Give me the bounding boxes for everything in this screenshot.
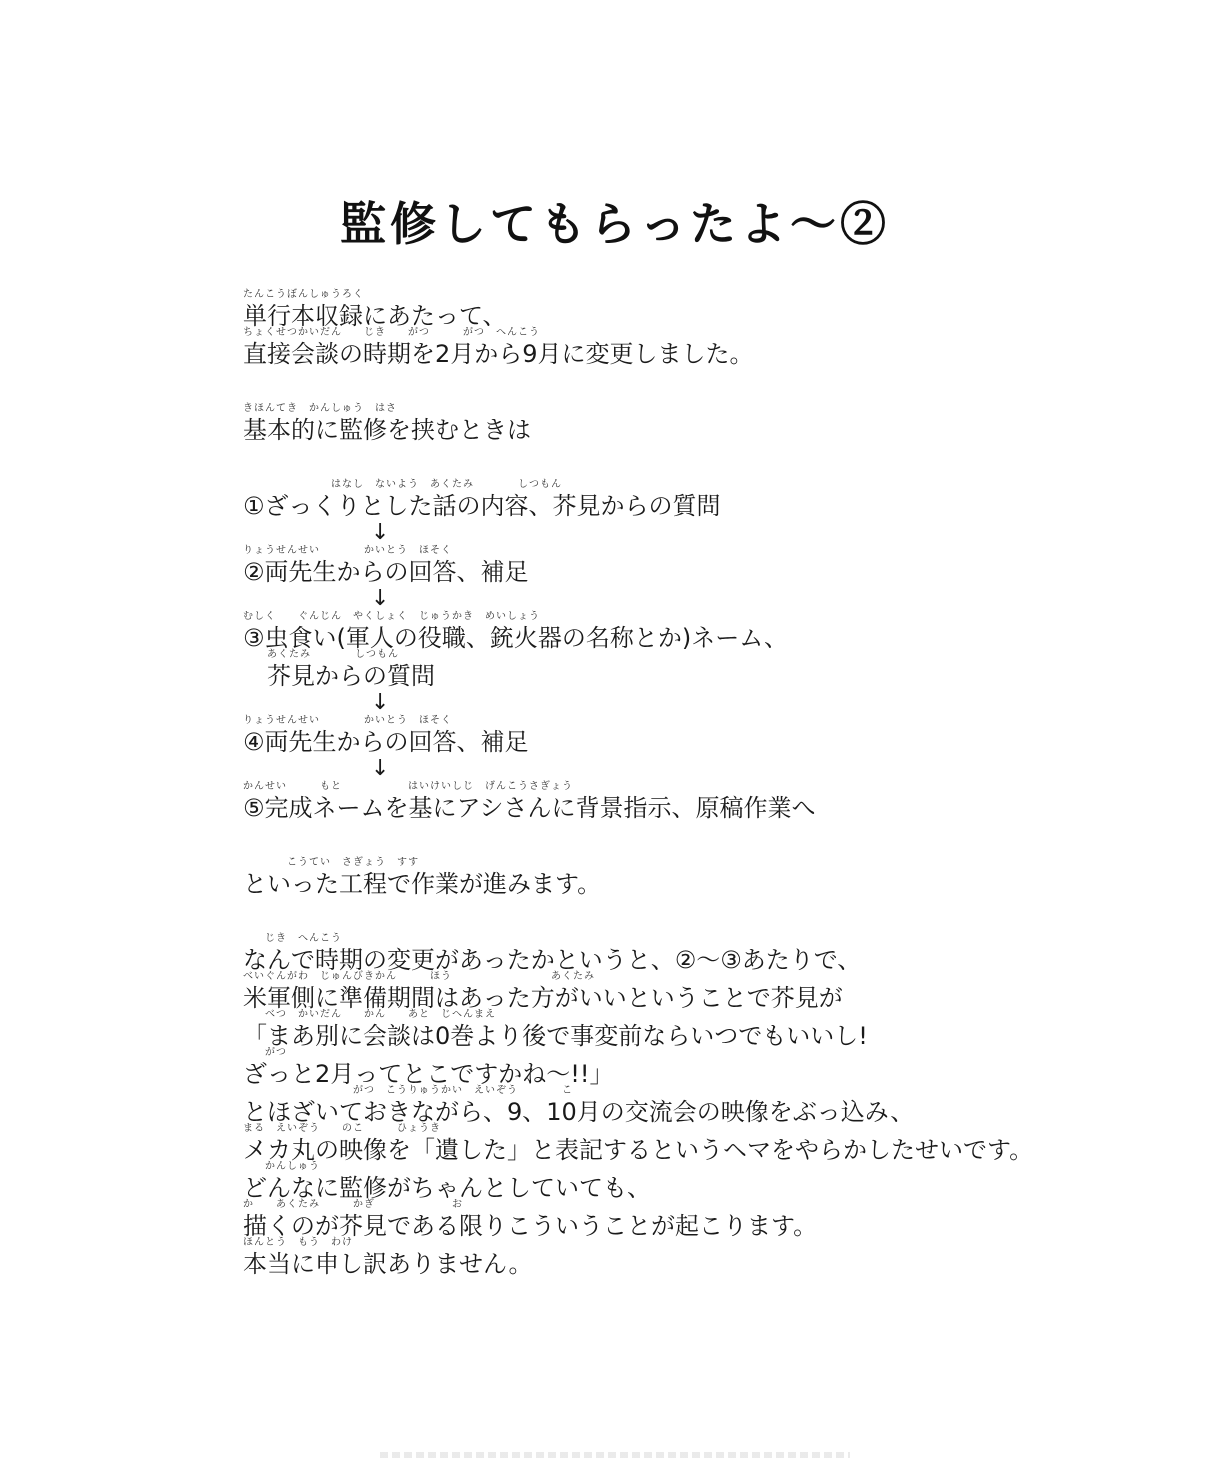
lead-line: きほんてき かんしゅう はさ 基本的に監修を挟むときは <box>243 403 531 444</box>
explanation-line-6: まる えいぞう のこ ひょうき メカ丸の映像を「遺した」と表記するというヘマをやらかしたせいです。 <box>243 1123 1034 1164</box>
furigana: こうてい さぎょう すす <box>243 857 420 868</box>
furigana: じき へんこう <box>243 933 342 944</box>
furigana: べつ かいだん かん あと じへんまえ <box>243 1009 496 1020</box>
page-footer-bleed <box>380 1452 850 1458</box>
intro-line-1: たんこうぼんしゅうろく 単行本収録にあたって、 <box>243 289 507 330</box>
furigana: かんせい もと はいけいしじ げんこうさぎょう <box>243 781 573 792</box>
furigana: か あくたみ かぎ お <box>243 1199 463 1210</box>
furigana: りょうせんせい かいとう ほそく <box>243 715 452 726</box>
step-3: むしく ぐんじん やくしょく じゅうかき めいしょう ③虫食い(軍人の役職、銃火器の名称とか)ネーム、 <box>243 611 788 652</box>
furigana: べいぐんがわ じゅんびきかん ほう あくたみ <box>243 971 595 982</box>
step-2: りょうせんせい かいとう ほそく ②両先生からの回答、補足 <box>243 545 529 586</box>
step-3-continued: あくたみ しつもん 芥見からの質問 <box>267 649 435 690</box>
note-body <box>243 290 1203 1276</box>
step-5: かんせい もと はいけいしじ げんこうさぎょう ⑤完成ネームを基にアシさんに背景指示、原稿作業へ <box>243 781 816 822</box>
explanation-line-8: か あくたみ かぎ お 描くのが芥見である限りこういうことが起こります。 <box>243 1199 818 1240</box>
furigana: きほんてき かんしゅう はさ <box>243 403 397 414</box>
furigana: まる えいぞう のこ ひょうき <box>243 1123 441 1134</box>
explanation-line-3: べつ かいだん かん あと じへんまえ 「まあ別に会談は0巻より後で事変前ならいつでもいいし! <box>243 1009 868 1050</box>
intro-line-2: ちょくせつかいだん じき がつ がつ へんこう 直接会談の時期を2月から9月に変更しました。 <box>243 327 754 368</box>
furigana: はなし ないよう あくたみ しつもん <box>243 479 562 490</box>
arrow-down-icon: ↓ <box>371 520 390 545</box>
furigana: がつ <box>243 1047 287 1058</box>
furigana: ほんとう もう わけ <box>243 1237 353 1248</box>
furigana: たんこうぼんしゅうろく <box>243 289 364 300</box>
furigana: がつ こうりゅうかい えいぞう こ <box>243 1085 573 1096</box>
arrow-down-icon: ↓ <box>371 756 390 781</box>
furigana: りょうせんせい かいとう ほそく <box>243 545 452 556</box>
furigana: むしく ぐんじん やくしょく じゅうかき めいしょう <box>243 611 540 622</box>
arrow-down-icon: ↓ <box>371 690 390 715</box>
furigana: ちょくせつかいだん じき がつ がつ へんこう <box>243 327 540 338</box>
explanation-line-7: かんしゅう どんなに監修がちゃんとしていても、 <box>243 1161 651 1202</box>
arrow-down-icon: ↓ <box>371 586 390 611</box>
step-4: りょうせんせい かいとう ほそく ④両先生からの回答、補足 <box>243 715 529 756</box>
page-title: 監修してもらったよ〜② <box>340 197 890 251</box>
step-1: はなし ないよう あくたみ しつもん ①ざっくりとした話の内容、芥見からの質問 <box>243 479 721 520</box>
explanation-line-2: べいぐんがわ じゅんびきかん ほう あくたみ 米軍側に準備期間はあった方がいいということで芥見が <box>243 971 843 1012</box>
furigana: あくたみ しつもん <box>267 649 399 660</box>
furigana: かんしゅう <box>243 1161 320 1172</box>
explanation-line-9: ほんとう もう わけ 本当に申し訳ありません。 <box>243 1237 533 1278</box>
explanation-line-5: がつ こうりゅうかい えいぞう こ とほざいておきながら、9、10月の交流会の映像をぶっ込み、 <box>243 1085 915 1126</box>
explanation-line-4: がつ ざっと2月ってとこですかね〜!!」 <box>243 1047 614 1088</box>
summary-line: こうてい さぎょう すす といった工程で作業が進みます。 <box>243 857 602 898</box>
explanation-line-1: じき へんこう なんで時期の変更があったかというと、②〜③あたりで、 <box>243 933 862 974</box>
